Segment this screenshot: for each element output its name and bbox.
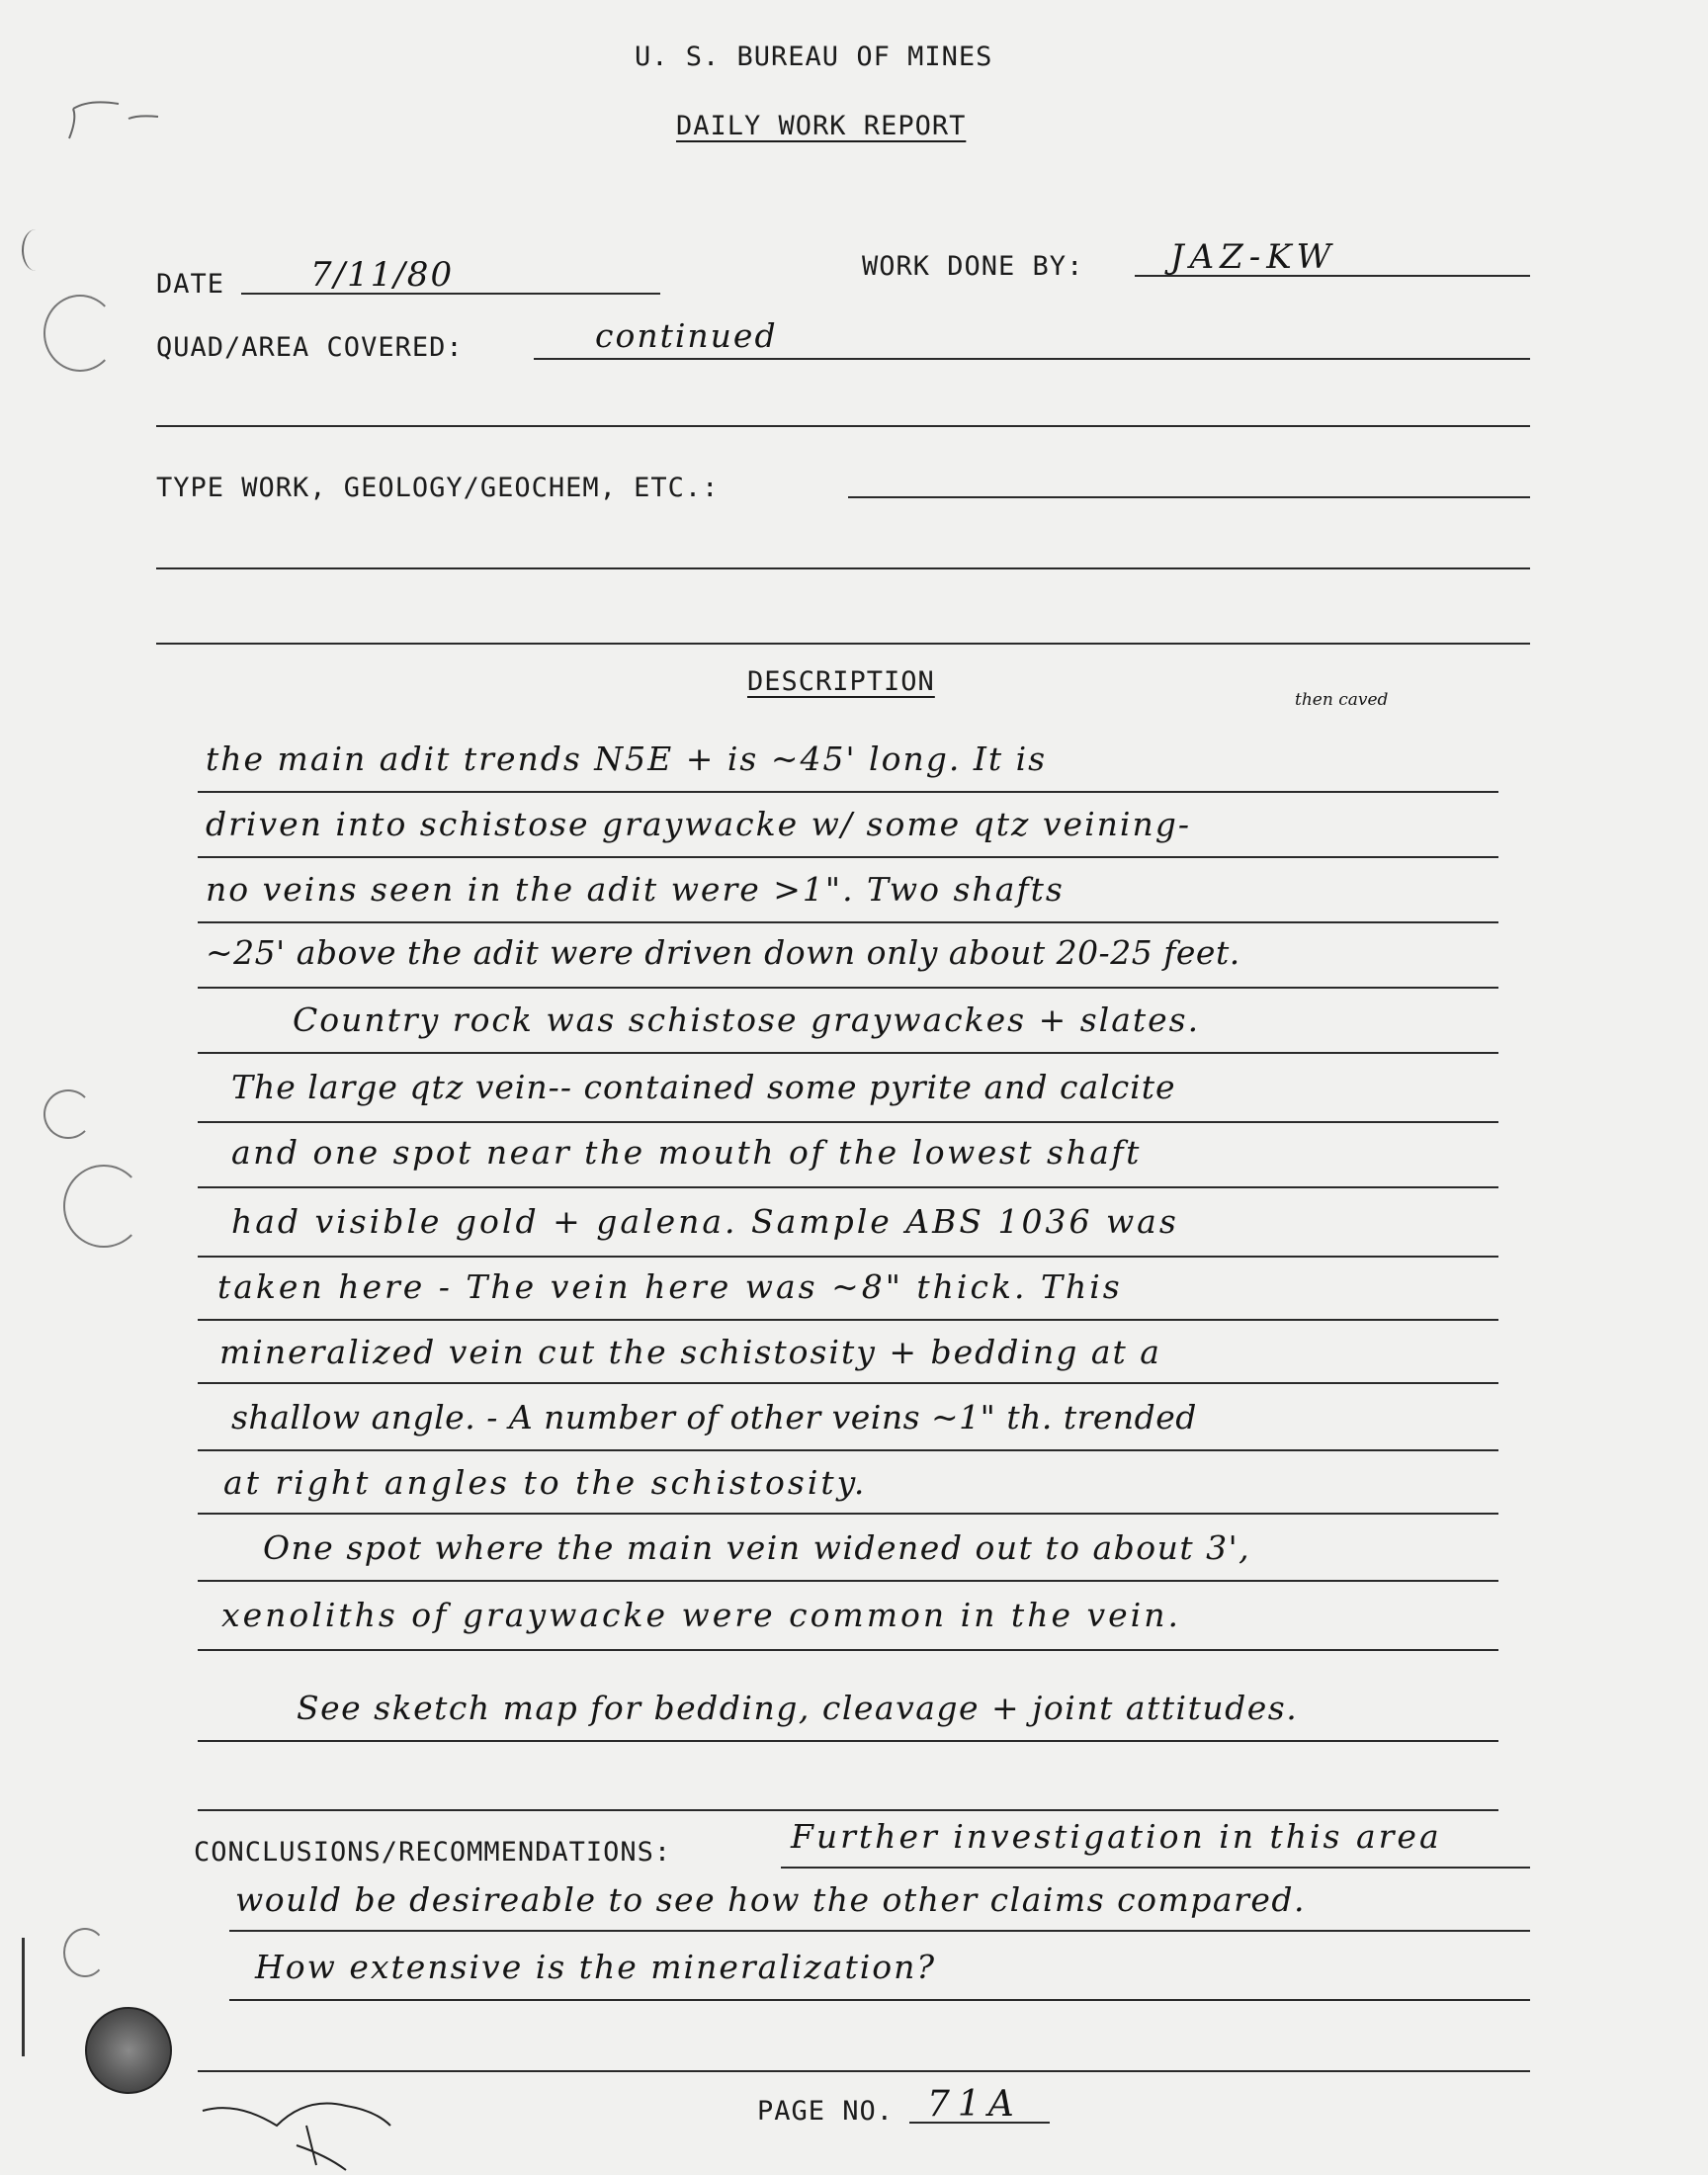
description-rule-1	[198, 791, 1498, 793]
binder-hole-bottom-small	[63, 1928, 107, 1977]
date-value: 7/11/80	[310, 255, 455, 295]
description-line-14: xenoliths of graywacke were common in the vein.	[221, 1596, 1181, 1634]
page-number-label: PAGE NO.	[757, 2096, 895, 2127]
description-rule-14	[198, 1649, 1498, 1651]
description-heading: DESCRIPTION	[747, 666, 935, 697]
type-work-line-3	[156, 643, 1530, 645]
description-line-3: no veins seen in the adit were >1". Two shafts	[206, 870, 1065, 909]
description-line-10: mineralized vein cut the schistosity + bedding at a	[219, 1333, 1161, 1371]
type-work-line-2	[156, 567, 1530, 569]
description-rule-2	[198, 856, 1498, 858]
description-insert-note: then caved	[1295, 690, 1389, 710]
description-rule-5	[198, 1052, 1498, 1054]
conclusions-line-3: How extensive is the mineralization?	[255, 1948, 937, 1986]
binder-hole-top-small	[22, 229, 49, 271]
description-rule-8	[198, 1256, 1498, 1258]
description-line-12: at right angles to the schistosity.	[223, 1463, 868, 1502]
description-rule-10	[198, 1382, 1498, 1384]
description-rule-16	[198, 1809, 1498, 1811]
conclusions-label: CONCLUSIONS/RECOMMENDATIONS:	[194, 1837, 672, 1868]
binder-hole-bottom-punched	[85, 2007, 172, 2094]
description-rule-13	[198, 1580, 1498, 1582]
conclusions-rule-2	[229, 1930, 1530, 1932]
binder-hole-top	[43, 295, 117, 372]
description-rule-9	[198, 1319, 1498, 1321]
work-done-by-label: WORK DONE BY:	[862, 251, 1084, 282]
type-work-line-1	[848, 496, 1530, 498]
description-rule-11	[198, 1449, 1498, 1451]
bottom-scribble-icon	[198, 2086, 405, 2175]
description-line-7: and one spot near the mouth of the lowest shaft	[231, 1133, 1142, 1172]
left-edge-mark	[22, 1938, 25, 2056]
agency-title: U. S. BUREAU OF MINES	[635, 42, 993, 72]
description-rule-12	[198, 1513, 1498, 1515]
description-line-11: shallow angle. - A number of other veins ~1" th. trended	[231, 1398, 1197, 1436]
report-title: DAILY WORK REPORT	[676, 111, 967, 141]
description-line-4: ~25' above the adit were driven down only about 20-25 feet.	[206, 933, 1240, 972]
conclusions-rule-1	[781, 1867, 1530, 1869]
page-number-value: 71A	[927, 2084, 1022, 2125]
type-work-label: TYPE WORK, GEOLOGY/GEOCHEM, ETC.:	[156, 473, 720, 503]
binder-hole-mid-small	[43, 1089, 93, 1139]
quad-area-value: continued	[595, 316, 778, 355]
description-rule-6	[198, 1121, 1498, 1123]
work-done-by-value: JAZ-KW	[1170, 237, 1337, 277]
description-line-8: had visible gold + galena. Sample ABS 1036 was	[231, 1202, 1179, 1241]
quad-area-label: QUAD/AREA COVERED:	[156, 332, 464, 363]
description-line-6: The large qtz vein-- contained some pyrite and calcite	[231, 1068, 1176, 1106]
date-label: DATE	[156, 269, 225, 300]
description-line-1: the main adit trends N5E + is ~45' long. It is	[206, 740, 1048, 778]
quad-area-line-2	[156, 425, 1530, 427]
description-line-13: One spot where the main vein widened out to about 3',	[263, 1528, 1251, 1567]
binder-hole-mid	[63, 1165, 144, 1248]
description-line-2: driven into schistose graywacke w/ some qtz veining-	[206, 805, 1191, 843]
margin-scribble-icon	[59, 79, 168, 158]
quad-area-line-1	[534, 358, 1530, 360]
conclusions-rule-4	[198, 2070, 1530, 2072]
description-rule-15	[198, 1740, 1498, 1742]
description-line-9: taken here - The vein here was ~8" thick. This	[217, 1267, 1123, 1306]
description-rule-7	[198, 1186, 1498, 1188]
conclusions-rule-3	[229, 1999, 1530, 2001]
description-rule-4	[198, 987, 1498, 989]
description-line-5: Country rock was schistose graywackes + slates.	[293, 1000, 1201, 1039]
description-line-15: See sketch map for bedding, cleavage + joint attitudes.	[297, 1689, 1299, 1727]
conclusions-line-2: would be desireable to see how the other claims compared.	[235, 1880, 1307, 1919]
conclusions-line-1: Further investigation in this area	[791, 1817, 1442, 1856]
description-rule-3	[198, 921, 1498, 923]
